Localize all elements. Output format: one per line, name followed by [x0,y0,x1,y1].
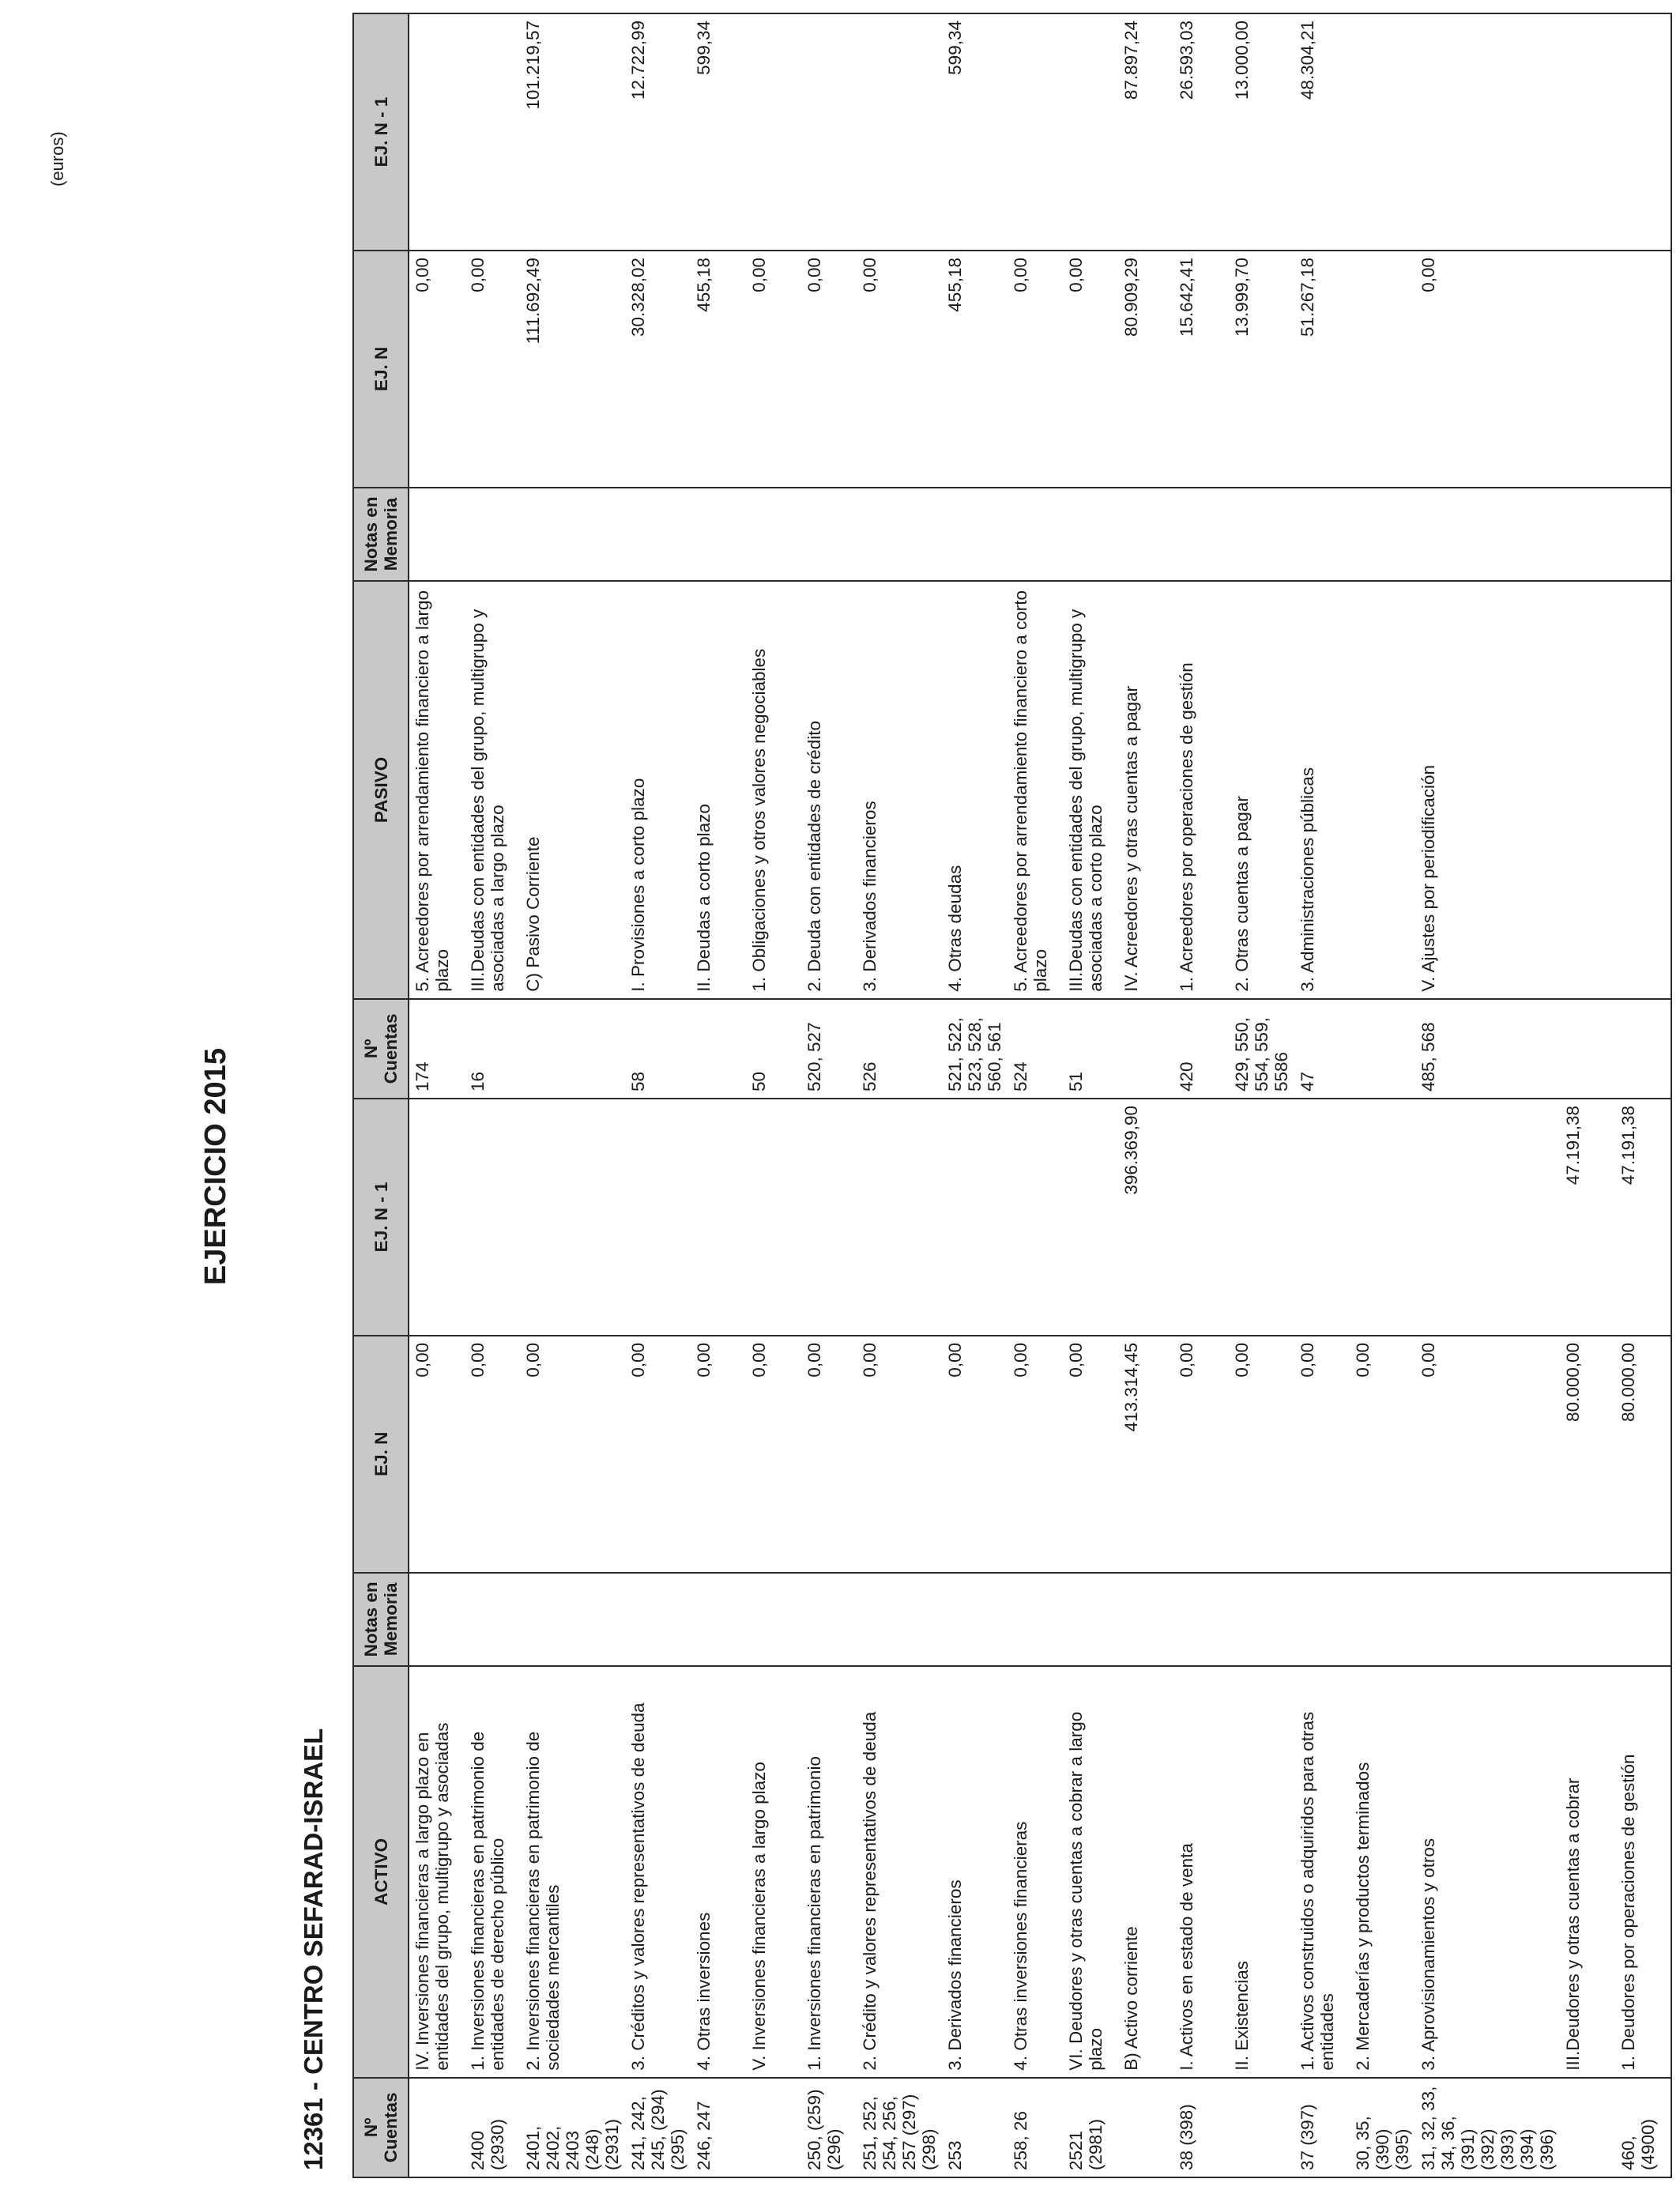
notas-pasivo-cell [1063,488,1118,581]
table-row [746,13,801,2177]
header-pasivo: PASIVO [353,581,409,999]
notas-activo-cell [1173,1573,1229,1666]
header-notas-pasivo: Notas en Memoria [353,488,409,581]
ej-n1-activo-cell [691,1099,746,1336]
ej-n-activo-cell: 0,00 [1415,1336,1560,1573]
cuentas-pasivo-cell [1615,999,1671,1099]
activo-cell: 2. Inversiones financieras en patrimonio de sociedades mercantiles [520,1666,625,2078]
ej-n-activo-cell: 0,00 [520,1336,625,1573]
ej-n1-pasivo-cell: 599,34 [691,13,746,251]
ej-n1-pasivo-cell [1008,13,1063,251]
ej-n1-activo-cell [465,1099,520,1336]
ej-n-activo-cell: 80.000,00 [1560,1336,1615,1573]
ej-n1-pasivo-cell [857,13,942,251]
cuentas-pasivo-cell: 521, 522, 523, 528, 560, 561 [942,999,1008,1099]
notas-pasivo-cell [1008,488,1063,581]
ej-n1-pasivo-cell: 101.219,57 [520,13,625,251]
header-cuentas-pasivo: Nº Cuentas [353,999,409,1099]
ej-n-activo-cell: 0,00 [857,1336,942,1573]
activo-cell: 1. Inversiones financieras en patrimonio de entidades de derecho público [465,1666,520,2078]
ej-n1-activo-cell [409,1099,465,1336]
ej-n1-pasivo-cell: 26.593,03 [1173,13,1229,251]
ej-n1-pasivo-cell [1415,13,1560,251]
notas-pasivo-cell [1229,488,1294,581]
activo-cell: 4. Otras inversiones [691,1666,746,2078]
notas-activo-cell [1118,1573,1173,1666]
cuentas-pasivo-cell [691,999,746,1099]
pasivo-cell: C) Pasivo Corriente [520,581,625,999]
ej-n-pasivo-cell: 30.328,02 [625,251,691,488]
cuentas-activo-cell [409,2078,465,2177]
table-row [1415,13,1560,2177]
ej-n1-pasivo-cell: 599,34 [942,13,1008,251]
ej-n1-pasivo-cell [1615,13,1671,251]
activo-cell: 2. Mercaderías y productos terminados [1350,1666,1415,2078]
notas-activo-cell [409,1573,465,1666]
ej-n-pasivo-cell: 0,00 [409,251,465,488]
ej-n1-activo-cell [1350,1099,1415,1336]
ej-n-activo-cell: 0,00 [465,1336,520,1573]
notas-activo-cell [1560,1573,1615,1666]
notas-pasivo-cell [801,488,857,581]
activo-cell: 3. Créditos y valores representativos de deuda [625,1666,691,2078]
pasivo-cell: IV. Acreedores y otras cuentas a pagar [1118,581,1173,999]
table-row [801,13,857,2177]
pasivo-cell: 1. Obligaciones y otros valores negociables [746,581,801,999]
pasivo-cell [1350,581,1415,999]
ej-n1-activo-cell [1063,1099,1118,1336]
ej-n-activo-cell: 0,00 [625,1336,691,1573]
ej-n-pasivo-cell: 455,18 [691,251,746,488]
pasivo-cell: 5. Acreedores por arrendamiento financiero a corto plazo [1008,581,1063,999]
cuentas-activo-cell [1229,2078,1294,2177]
ej-n1-pasivo-cell [465,13,520,251]
notas-activo-cell [1294,1573,1350,1666]
ej-n1-activo-cell [942,1099,1008,1336]
table-row [857,13,942,2177]
table-row [1560,13,1615,2177]
header-ej-n1-activo: EJ. N - 1 [353,1099,409,1336]
ej-n1-pasivo-cell [801,13,857,251]
ej-n1-activo-cell: 396.369,90 [1118,1099,1173,1336]
ej-n1-activo-cell: 47.191,38 [1615,1099,1671,1336]
cuentas-activo-cell: 2400 (2930) [465,2078,520,2177]
ej-n1-pasivo-cell: 13.000,00 [1229,13,1294,251]
ej-n1-activo-cell [1229,1099,1294,1336]
ej-n1-pasivo-cell: 87.897,24 [1118,13,1173,251]
cuentas-pasivo-cell: 51 [1063,999,1118,1099]
pasivo-cell: 5. Acreedores por arrendamiento financiero a largo plazo [409,581,465,999]
ej-n1-activo-cell: 47.191,38 [1560,1099,1615,1336]
notas-activo-cell [1350,1573,1415,1666]
cuentas-activo-cell: 253 [942,2078,1008,2177]
table-row [1008,13,1063,2177]
ej-n1-pasivo-cell [1350,13,1415,251]
notas-pasivo-cell [465,488,520,581]
notas-pasivo-cell [1415,488,1560,581]
ej-n1-pasivo-cell [1063,13,1118,251]
notas-activo-cell [1008,1573,1063,1666]
notas-pasivo-cell [625,488,691,581]
ej-n-pasivo-cell: 0,00 [465,251,520,488]
cuentas-pasivo-cell: 58 [625,999,691,1099]
pasivo-cell: 3. Derivados financieros [857,581,942,999]
cuentas-activo-cell: 2401, 2402, 2403 (248) (2931) [520,2078,625,2177]
ej-n-activo-cell: 0,00 [1294,1336,1350,1573]
ej-n1-pasivo-cell [746,13,801,251]
ej-n1-activo-cell [857,1099,942,1336]
cuentas-pasivo-cell: 524 [1008,999,1063,1099]
ej-n-activo-cell: 0,00 [1350,1336,1415,1573]
pasivo-cell: III.Deudas con entidades del grupo, multigrupo y asociadas a largo plazo [465,581,520,999]
cuentas-pasivo-cell: 526 [857,999,942,1099]
notas-activo-cell [746,1573,801,1666]
activo-cell: I. Activos en estado de venta [1173,1666,1229,2078]
ej-n1-activo-cell [1294,1099,1350,1336]
activo-cell: 2. Crédito y valores representativos de deuda [857,1666,942,2078]
ej-n-activo-cell: 0,00 [942,1336,1008,1573]
pasivo-cell [1560,581,1615,999]
ej-n1-activo-cell [801,1099,857,1336]
ej-n1-activo-cell [1173,1099,1229,1336]
cuentas-activo-cell: 246, 247 [691,2078,746,2177]
ej-n1-activo-cell [520,1099,625,1336]
ej-n1-activo-cell [625,1099,691,1336]
ej-n1-activo-cell [1008,1099,1063,1336]
activo-cell: IV. Inversiones financieras a largo plazo en entidades del grupo, multigrupo y asociadas [409,1666,465,2078]
notas-activo-cell [942,1573,1008,1666]
ej-n1-activo-cell [1415,1099,1560,1336]
ej-n-pasivo-cell: 0,00 [1008,251,1063,488]
table-header-row [353,13,409,2177]
ej-n-pasivo-cell: 13.999,70 [1229,251,1294,488]
ej-n-activo-cell: 80.000,00 [1615,1336,1671,1573]
cuentas-pasivo-cell [1118,999,1173,1099]
ej-n1-pasivo-cell [409,13,465,251]
cuentas-pasivo-cell: 485, 568 [1415,999,1560,1099]
pasivo-cell: 1. Acreedores por operaciones de gestión [1173,581,1229,999]
ej-n-pasivo-cell: 0,00 [1063,251,1118,488]
cuentas-activo-cell: 38 (398) [1173,2078,1229,2177]
table-row [1615,13,1671,2177]
ej-n-pasivo-cell: 80.909,29 [1118,251,1173,488]
ej-n1-activo-cell [746,1099,801,1336]
cuentas-pasivo-cell: 520, 527 [801,999,857,1099]
table-row [1173,13,1229,2177]
notas-pasivo-cell [1615,488,1671,581]
activo-cell: III.Deudores y otras cuentas a cobrar [1560,1666,1615,2078]
notas-activo-cell [520,1573,625,1666]
currency-unit: (euros) [47,131,67,187]
ej-n-pasivo-cell [1350,251,1415,488]
table-row [1118,13,1173,2177]
ej-n1-pasivo-cell [1560,13,1615,251]
notas-pasivo-cell [1294,488,1350,581]
cuentas-pasivo-cell: 47 [1294,999,1350,1099]
activo-cell: 1. Activos construidos o adquiridos para otras entidades [1294,1666,1350,2078]
notas-activo-cell [1063,1573,1118,1666]
activo-cell: 4. Otras inversiones financieras [1008,1666,1063,2078]
ej-n1-pasivo-cell: 48.304,21 [1294,13,1350,251]
pasivo-cell: 2. Deuda con entidades de crédito [801,581,857,999]
table-row [465,13,520,2177]
ej-n-activo-cell: 0,00 [746,1336,801,1573]
table-row [1063,13,1118,2177]
notas-activo-cell [465,1573,520,1666]
notas-pasivo-cell [409,488,465,581]
cuentas-activo-cell: 37 (397) [1294,2078,1350,2177]
notas-activo-cell [1229,1573,1294,1666]
pasivo-cell: 2. Otras cuentas a pagar [1229,581,1294,999]
notas-activo-cell [1615,1573,1671,1666]
cuentas-pasivo-cell: 16 [465,999,520,1099]
activo-cell: 1. Inversiones financieras en patrimonio [801,1666,857,2078]
ej-n-pasivo-cell: 0,00 [801,251,857,488]
notas-pasivo-cell [746,488,801,581]
ej-n-activo-cell: 413.314,45 [1118,1336,1173,1573]
ej-n1-pasivo-cell: 12.722,99 [625,13,691,251]
activo-cell: II. Existencias [1229,1666,1294,2078]
ej-n-pasivo-cell: 0,00 [746,251,801,488]
ej-n-pasivo-cell: 455,18 [942,251,1008,488]
notas-activo-cell [625,1573,691,1666]
notas-activo-cell [1415,1573,1560,1666]
notas-pasivo-cell [1118,488,1173,581]
table-row [1229,13,1294,2177]
table-row [1350,13,1415,2177]
pasivo-cell [1615,581,1671,999]
header-cuentas-activo: Nº Cuentas [353,2078,409,2177]
table-row [1294,13,1350,2177]
cuentas-activo-cell: 241, 242, 245, (294) (295) [625,2078,691,2177]
cuentas-pasivo-cell [1350,999,1415,1099]
notas-pasivo-cell [520,488,625,581]
notas-pasivo-cell [691,488,746,581]
ej-n-activo-cell: 0,00 [1173,1336,1229,1573]
ej-n-pasivo-cell: 0,00 [1415,251,1560,488]
cuentas-pasivo-cell [1560,999,1615,1099]
cuentas-activo-cell [1118,2078,1173,2177]
notas-pasivo-cell [1350,488,1415,581]
table-row [942,13,1008,2177]
cuentas-pasivo-cell: 429, 550, 554, 559, 5586 [1229,999,1294,1099]
notas-pasivo-cell [1560,488,1615,581]
cuentas-pasivo-cell: 50 [746,999,801,1099]
ej-n-pasivo-cell: 0,00 [857,251,942,488]
header-activo: ACTIVO [353,1666,409,2078]
balance-table [352,13,1672,2178]
cuentas-pasivo-cell: 174 [409,999,465,1099]
notas-activo-cell [857,1573,942,1666]
ej-n-pasivo-cell: 15.642,41 [1173,251,1229,488]
table-row [691,13,746,2177]
notas-pasivo-cell [857,488,942,581]
ej-n-pasivo-cell [1560,251,1615,488]
ej-n-activo-cell: 0,00 [1229,1336,1294,1573]
activo-cell: 1. Deudores por operaciones de gestión [1615,1666,1671,2078]
cuentas-pasivo-cell [520,999,625,1099]
table-row [409,13,465,2177]
ej-n-pasivo-cell: 111.692,49 [520,251,625,488]
ej-n-pasivo-cell: 51.267,18 [1294,251,1350,488]
cuentas-activo-cell [1560,2078,1615,2177]
ej-n-activo-cell: 0,00 [409,1336,465,1573]
pasivo-cell: V. Ajustes por periodificación [1415,581,1560,999]
activo-cell: B) Activo corriente [1118,1666,1173,2078]
ej-n-activo-cell: 0,00 [801,1336,857,1573]
cuentas-activo-cell: 250, (259) (296) [801,2078,857,2177]
pasivo-cell: 3. Administraciones públicas [1294,581,1350,999]
pasivo-cell: 4. Otras deudas [942,581,1008,999]
notas-activo-cell [801,1573,857,1666]
activo-cell: 3. Aprovisionamientos y otros [1415,1666,1560,2078]
header-ej-n-pasivo: EJ. N [353,251,409,488]
table-row [520,13,625,2177]
cuentas-pasivo-cell: 420 [1173,999,1229,1099]
notas-activo-cell [691,1573,746,1666]
cuentas-activo-cell: 460, (4900) [1615,2078,1671,2177]
cuentas-activo-cell [746,2078,801,2177]
pasivo-cell: I. Provisiones a corto plazo [625,581,691,999]
header-notas-activo: Notas en Memoria [353,1573,409,1666]
pasivo-cell: III.Deudas con entidades del grupo, multigrupo y asociadas a corto plazo [1063,581,1118,999]
table-row [625,13,691,2177]
entity-title: 12361 - CENTRO SEFARAD-ISRAEL [299,1728,328,2170]
cuentas-activo-cell: 258, 26 [1008,2078,1063,2177]
activo-cell: V. Inversiones financieras a largo plazo [746,1666,801,2078]
notas-pasivo-cell [942,488,1008,581]
activo-cell: VI. Deudores y otras cuentas a cobrar a largo plazo [1063,1666,1118,2078]
exercise-title: EJERCICIO 2015 [199,1048,232,1285]
notas-pasivo-cell [1173,488,1229,581]
ej-n-activo-cell: 0,00 [1008,1336,1063,1573]
ej-n-pasivo-cell [1615,251,1671,488]
header-ej-n1-pasivo: EJ. N - 1 [353,13,409,251]
pasivo-cell: II. Deudas a corto plazo [691,581,746,999]
ej-n-activo-cell: 0,00 [691,1336,746,1573]
cuentas-activo-cell: 2521 (2981) [1063,2078,1118,2177]
activo-cell: 3. Derivados financieros [942,1666,1008,2078]
cuentas-activo-cell: 251, 252, 254, 256, 257 (297) (298) [857,2078,942,2177]
cuentas-activo-cell: 31, 32, 33, 34, 36, (391) (392) (393) (394) (396) [1415,2078,1560,2177]
header-ej-n-activo: EJ. N [353,1336,409,1573]
ej-n-activo-cell: 0,00 [1063,1336,1118,1573]
cuentas-activo-cell: 30, 35, (390) (395) [1350,2078,1415,2177]
